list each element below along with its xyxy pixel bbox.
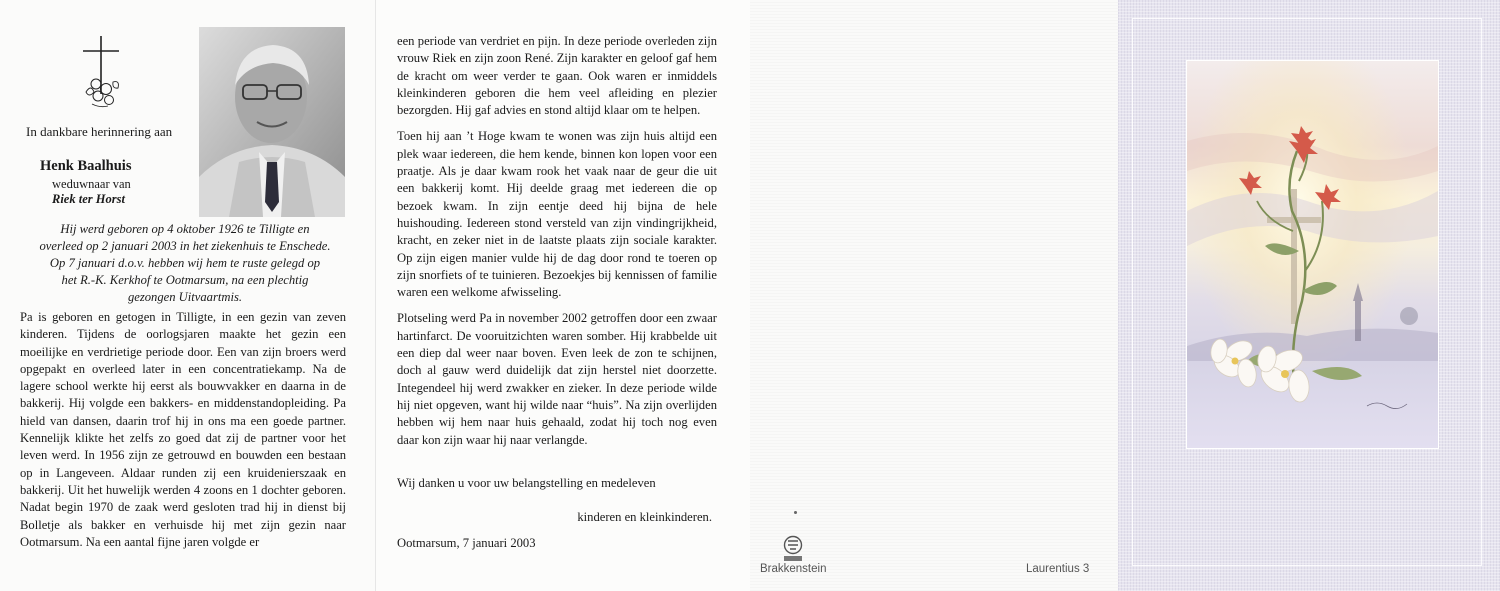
publisher-name: Brakkenstein [760, 563, 827, 575]
card-cover [1118, 0, 1500, 591]
paragraph: Toen hij aan ’t Hoge kwam te wonen was zijn huis altijd een plek waar iedereen, die hem kende, binnen kon lopen voor een praatje. Als je daar kwam rook het vaak naar de geur die uit een bakkerij komt. Hij deelde graag met iedereen die op bezoek kwam. In zijn eentje deed hij bijna de hele huishouding. Iedereen stond versteld van zijn vindingrijkheid, kracht, en zeker niet in de laatste plaats zijn sociale karakter. Op zijn eigen manier vulde hij de dag door rond te toeren op zijn snorfiets of te tuinieren. Bezoekjes bij kennissen of familie waren een welkome afwisseling. [397, 129, 717, 300]
decorative-dot [794, 511, 797, 514]
thanks-line: Wij danken u voor uw belangstelling en medeleven [397, 476, 656, 490]
remembrance-intro: In dankbare herinnering aan [26, 124, 173, 139]
life-story-part-2 [397, 33, 717, 458]
spouse-name: Riek ter Horst [52, 192, 125, 206]
publisher-logo-icon [782, 535, 804, 563]
cover-artwork [1186, 60, 1439, 449]
vital-line: Op 7 januari d.o.v. hebben wij hem te ruste gelegd op [49, 256, 321, 270]
life-story-part-1: Pa is geboren en getogen in Tilligte, in een gezin van zeven kinderen. Tijdens de oorlogsjaren maakte het gezin een moeilijke en verdrietige periode door. Een van zijn broers werd opgepakt en overleed later in een concentratiekamp. Na de lagere school werkte hij eerst als bouwvakker en daarna in de bakkerij. Hij volgde een bakkers- en middenstandopleiding. Pa hield van dansen, daarin trof hij in ons ma een goede partner. Kennelijk klikte het zelfs zo goed dat zij de partner voor het leven werd. In 1956 zijn ze getrouwd en bouwden een bestaan op in Langeveen. Aldaar runden zij een kruidenierszaak en bakkerij. Uit het huwelijk werden 4 zoons en 1 dochter geboren. Nadat begin 1970 de zaak werd gesloten trad hij in dienst bij Bolletje als bakker en verhuisde hij met zijn gezin naar Ootmarsum. Na een aantal fijne jaren volgde er [20, 310, 346, 549]
vital-line: Hij werd geboren op 4 oktober 1926 te Tilligte en [60, 222, 310, 236]
flower-cross-painting-icon [1187, 61, 1438, 448]
card-panel-back [750, 0, 1118, 591]
vital-line: het R.-K. Kerkhof te Ootmarsum, na een plechtig [61, 273, 309, 287]
deceased-name: Henk Baalhuis [40, 158, 132, 174]
vital-line: overleed op 2 januari 2003 in het ziekenhuis te Enschede. [39, 239, 331, 253]
portrait-photo [199, 27, 345, 217]
card-panel-front-right [375, 0, 750, 591]
paragraph: een periode van verdriet en pijn. In deze periode overleden zijn vrouw Riek en zijn zoon René. Zijn karakter en geloof gaf hem de kracht om weer verder te gaan. Ook waren er inmiddels kleinkinderen geboren die hem veel afleiding en plezier bezorgden. Hij gaf advies en stond altijd klaar om te helpen. [397, 34, 717, 118]
card-panel-front-left [0, 0, 375, 591]
signature-line: kinderen en kleinkinderen. [577, 510, 712, 524]
vital-details [20, 221, 350, 306]
widower-label: weduwnaar van [52, 177, 131, 191]
cross-with-flowers-icon [78, 34, 124, 114]
paragraph: Plotseling werd Pa in november 2002 getroffen door een zwaar hartinfarct. De vooruitzichten waren somber. Hij krabbelde uit een diep dal weer naar boven. Even leek de zon te schijnen, doch al gauw werd duidelijk dat zijn herstel niet doorzette. Integendeel hij werd zwakker en zieker. In deze periode wilde hij niet opgeven, want hij wilde naar “huis”. Na zijn overlijden hebben wij hem naar huis gehaald, zodat hij toch nog even daar kon zijn waar hij naar verlangde. [397, 311, 717, 447]
place-date: Ootmarsum, 7 januari 2003 [397, 536, 536, 550]
vital-line: gezongen Uitvaartmis. [127, 290, 243, 304]
card-series-id: Laurentius 3 [1026, 563, 1090, 575]
